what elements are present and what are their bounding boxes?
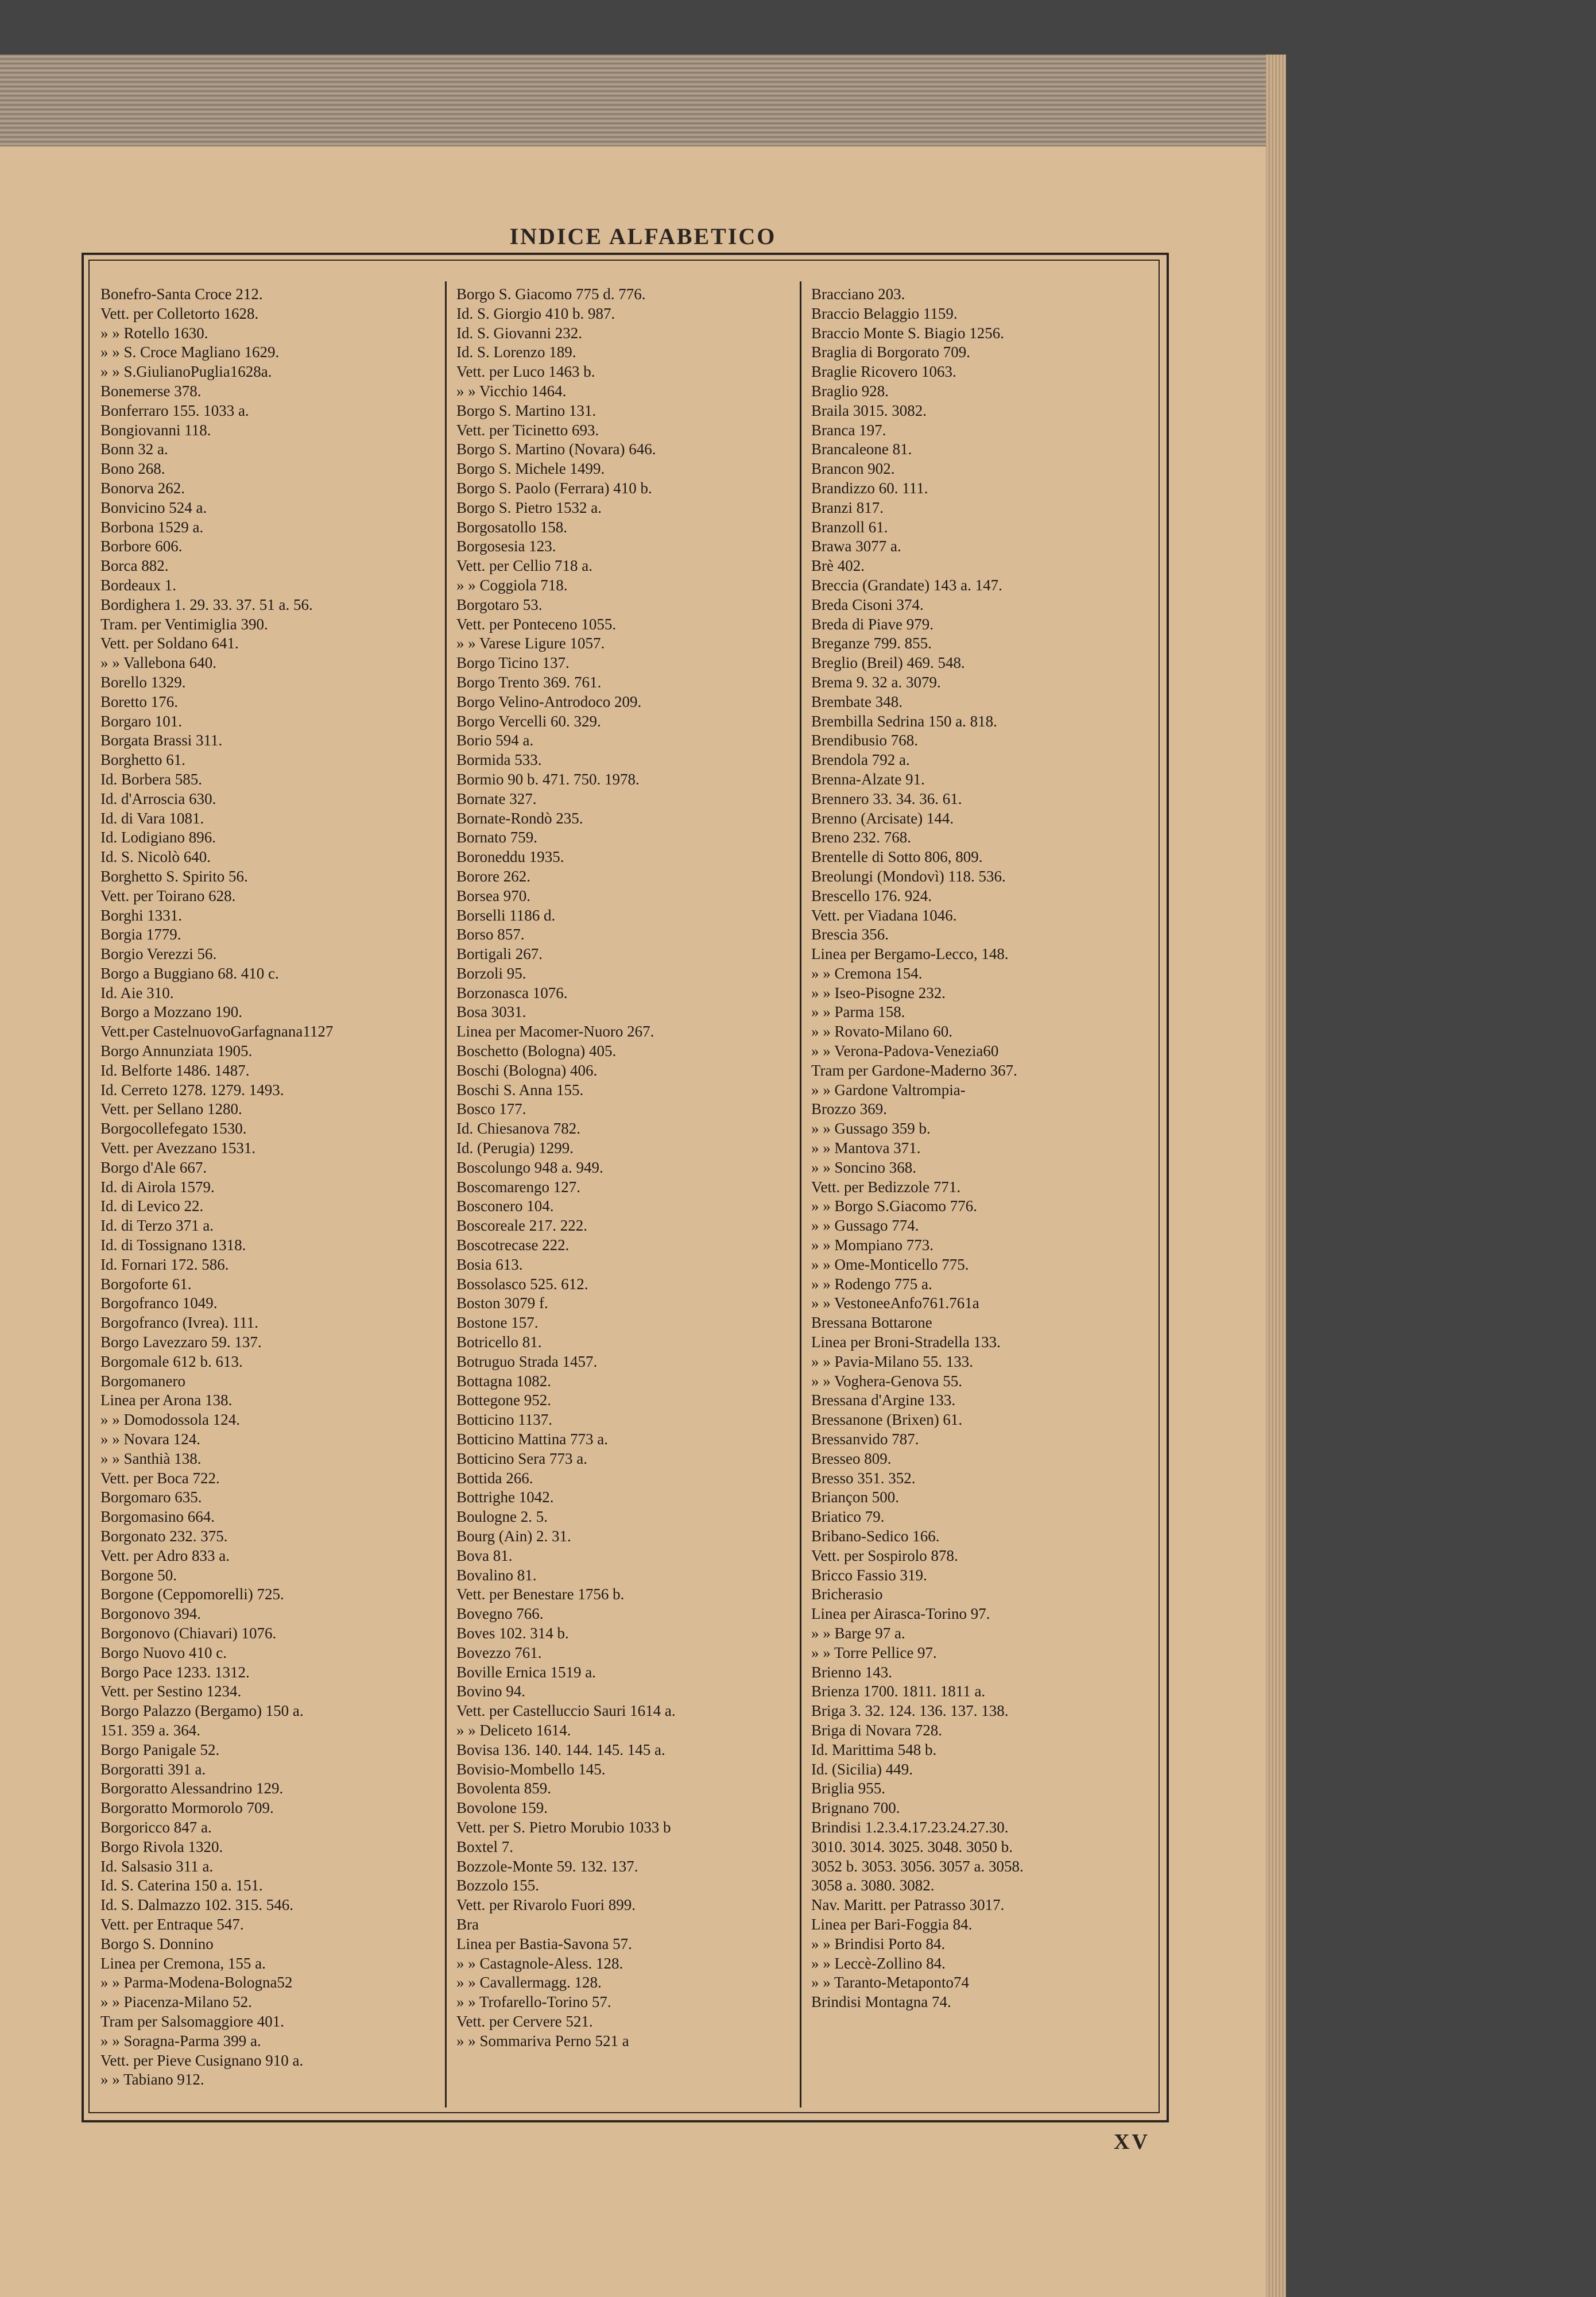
index-entry: Borgo Panigale 52. [100,1741,220,1758]
index-entry: » » VestoneeAnfo761.761a [811,1294,979,1312]
index-entry: Vett. per Pieve Cusignano 910 a. [100,2051,304,2069]
index-entry: Brancon 902. [811,460,895,478]
index-entry: Brembilla Sedrina 150 a. 818. [811,712,997,730]
index-entry: Vett. per Soldano 641. [100,635,239,652]
index-entry: Brenna-Alzate 91. [811,770,925,788]
index-entry: Bressana d'Argine 133. [811,1391,956,1409]
index-entry: 3058 a. 3080. 3082. [811,1877,935,1894]
index-entry: Borgomasino 664. [100,1508,215,1526]
column-separator [800,281,801,2107]
index-entry: Borgo Lavezzaro 59. 137. [100,1333,262,1351]
index-entry: Id. Salsasio 311 a. [100,1857,214,1875]
index-entry: Bovolone 159. [456,1799,548,1817]
index-entry: » » Gussago 359 b. [811,1120,931,1138]
index-entry: Borgonato 232. 375. [100,1528,228,1545]
index-entry: Bosa 3031. [456,1003,526,1021]
index-entry: Id. S. Nicolò 640. [100,848,211,866]
index-column-2 [456,285,801,2111]
index-entry: Breglio (Breil) 469. 548. [811,654,965,672]
index-entry: » » Ome-Monticello 775. [811,1255,969,1273]
index-entry: Brè 402. [811,557,865,575]
index-entry: Breda Cisoni 374. [811,595,924,613]
index-entry: Vett. per Cervere 521. [456,2012,593,2030]
index-entry: Borgotaro 53. [456,595,543,613]
index-entry: Bornate-Rondò 235. [456,809,583,827]
index-entry: Borgo S. Donnino [100,1935,214,1952]
index-entry: Breda di Piave 979. [811,615,933,633]
index-entry: Botticino Sera 773 a. [456,1449,587,1467]
index-entry: Id. Aie 310. [100,984,174,1001]
index-entry: » » Verona-Padova-Venezia60 [811,1042,999,1060]
index-entry: Boulogne 2. 5. [456,1508,548,1526]
index-entry: Braila 3015. 3082. [811,401,927,419]
index-entry: Bormio 90 b. 471. 750. 1978. [456,770,640,788]
index-entry: » » Torre Pellice 97. [811,1644,937,1661]
index-entry: Branzi 817. [811,498,884,516]
index-entry: Botticino 1137. [456,1411,552,1429]
index-entry: Bottegone 952. [456,1391,551,1409]
index-entry: Boscolungo 948 a. 949. [456,1158,603,1176]
index-entry: Boston 3079 f. [456,1294,548,1312]
index-entry: Id. Belforte 1486. 1487. [100,1061,250,1079]
index-entry: Borgo Vercelli 60. 329. [456,712,601,730]
index-entry: Bracciano 203. [811,285,905,303]
index-entry: Borgonovo (Chiavari) 1076. [100,1624,277,1642]
index-entry: Bottrighe 1042. [456,1488,554,1506]
index-entry: » » Castagnole-Aless. 128. [456,1954,623,1972]
index-entry: » » Soncino 368. [811,1158,917,1176]
index-entry: Borsea 970. [456,887,530,904]
index-entry: » » Brindisi Porto 84. [811,1935,946,1952]
index-entry: Borgoricco 847 a. [100,1818,212,1836]
index-entry: Bornato 759. [456,829,537,846]
index-entry: Bovisio-Mombello 145. [456,1760,606,1778]
index-entry: » » Soragna-Parma 399 a. [100,2032,261,2049]
index-entry: Brendibusio 768. [811,732,918,749]
index-entry: Braglia di Borgorato 709. [811,343,970,361]
index-entry: Borgo d'Ale 667. [100,1158,207,1176]
index-entry: Borbona 1529 a. [100,518,204,536]
index-entry: Id. di Airola 1579. [100,1178,215,1196]
index-entry: Boves 102. 314 b. [456,1624,569,1642]
index-entry: Nav. Maritt. per Patrasso 3017. [811,1896,1005,1914]
index-entry: » » Rodengo 775 a. [811,1275,932,1293]
index-entry: » » Parma-Modena-Bologna52 [100,1974,293,1991]
index-entry: Id. di Terzo 371 a. [100,1217,214,1235]
index-entry: Borgomale 612 b. 613. [100,1352,243,1370]
index-entry: Brescia 356. [811,926,889,943]
index-entry: Id. S. Giorgio 410 b. 987. [456,304,615,322]
index-entry: Vett. per Benestare 1756 b. [456,1586,625,1603]
index-entry: Id. (Sicilia) 449. [811,1760,913,1778]
index-entry: Brenno (Arcisate) 144. [811,809,954,827]
index-entry: Borgia 1779. [100,926,181,943]
index-entry: Vett. per Luco 1463 b. [456,363,595,381]
index-entry: Brendola 792 a. [811,751,910,769]
index-entry: Borgofranco 1049. [100,1294,218,1312]
index-entry: Bonferraro 155. 1033 a. [100,401,249,419]
index-entry: Borgosatollo 158. [456,518,568,536]
index-entry: Borgosesia 123. [456,537,556,555]
index-entry: Briançon 500. [811,1488,899,1506]
index-entry: Borgo a Buggiano 68. 410 c. [100,964,279,982]
index-entry: Bonemerse 378. [100,382,202,400]
index-entry: Breolungi (Mondovì) 118. 536. [811,867,1006,885]
index-entry: Bresso 351. 352. [811,1469,916,1487]
index-entry: Bossolasco 525. 612. [456,1275,588,1293]
index-entry: Borgoratto Mormorolo 709. [100,1799,274,1817]
index-entry: Vett. per Boca 722. [100,1469,220,1487]
index-entry: Boscotrecase 222. [456,1236,570,1254]
index-entry: Boville Ernica 1519 a. [456,1663,596,1681]
index-entry: Borgo Rivola 1320. [100,1838,223,1855]
page-top-edge [0,55,1286,146]
index-entry: Bova 81. [456,1546,513,1564]
index-entry: Linea per Bari-Foggia 84. [811,1915,973,1933]
page-header: INDICE ALFABETICO [509,223,777,249]
index-entry: » » Novara 124. [100,1430,200,1448]
index-entry: Bribano-Sedico 166. [811,1528,940,1545]
index-entry: Borgo S. Michele 1499. [456,460,605,478]
index-entry: Borgo Ticino 137. [456,654,570,672]
index-entry: Id. di Tossignano 1318. [100,1236,246,1254]
index-entry: » » Vicchio 1464. [456,382,567,400]
index-entry: Borgo Velino-Antrodoco 209. [456,693,642,710]
index-entry: Borgo Trento 369. 761. [456,673,602,691]
index-entry: Borgaro 101. [100,712,182,730]
index-entry: » » Domodossola 124. [100,1411,240,1429]
index-entry: » » Voghera-Genova 55. [811,1372,962,1390]
index-entry: Branca 197. [811,421,886,439]
index-entry: Bonn 32 a. [100,440,168,458]
index-entry: Boscomarengo 127. [456,1178,580,1196]
index-entry: Borgo S. Giacomo 775 d. 776. [456,285,646,303]
index-entry: Id. S. Lorenzo 189. [456,343,576,361]
index-entry: Vett. per Ponteceno 1055. [456,615,617,633]
index-entry: Brawa 3077 a. [811,537,901,555]
index-entry: Brema 9. 32 a. 3079. [811,673,941,691]
index-entry: Borgomaro 635. [100,1488,202,1506]
index-entry: Briglia 955. [811,1780,885,1797]
index-entry: » » Gussago 774. [811,1217,919,1235]
index-entry: Bottida 266. [456,1469,533,1487]
index-column-1 [100,285,445,2111]
index-entry: Bricco Fassio 319. [811,1566,927,1584]
index-entry: Borgoratto Alessandrino 129. [100,1780,284,1797]
index-entry: Borselli 1186 d. [456,906,556,924]
index-entry: » » Tabiano 912. [100,2071,204,2089]
index-entry: Borgoforte 61. [100,1275,192,1293]
index-entry: 3052 b. 3053. 3056. 3057 a. 3058. [811,1857,1024,1875]
index-entry: Brennero 33. 34. 36. 61. [811,790,962,807]
index-entry: Borgo Annunziata 1905. [100,1042,253,1060]
index-entry: Id. S. Caterina 150 a. 151. [100,1877,263,1894]
index-entry: Bostone 157. [456,1314,539,1332]
index-entry: Linea per Airasca-Torino 97. [811,1605,990,1623]
index-entry: Bovino 94. [456,1683,526,1700]
index-entry: Tram per Gardone-Maderno 367. [811,1061,1017,1079]
index-entry: » » Borgo S.Giacomo 776. [811,1197,977,1215]
index-entry: Boscoreale 217. 222. [456,1217,587,1235]
index-entry: Botruguo Strada 1457. [456,1352,598,1370]
index-entry: » » Vallebona 640. [100,654,216,672]
index-entry: Bovisa 136. 140. 144. 145. 145 a. [456,1741,665,1758]
index-entry: » » Parma 158. [811,1003,905,1021]
index-entry: » » Gardone Valtrompia- [811,1081,966,1099]
index-entry: Braccio Monte S. Biagio 1256. [811,324,1004,342]
index-entry: Borgoratti 391 a. [100,1760,206,1778]
index-entry: Borgo S. Paolo (Ferrara) 410 b. [456,479,652,497]
index-entry: Id. Chiesanova 782. [456,1120,580,1138]
index-entry: Branzoll 61. [811,518,888,536]
index-entry: Linea per Broni-Stradella 133. [811,1333,1001,1351]
index-entry: Bovalino 81. [456,1566,537,1584]
index-entry: Borgone 50. [100,1566,177,1584]
index-entry: » » Piacenza-Milano 52. [100,1993,252,2011]
index-entry: Braglio 928. [811,382,889,400]
index-entry: Borgofranco (Ivrea). 111. [100,1314,258,1332]
index-entry: Bosia 613. [456,1255,523,1273]
index-entry: Brignano 700. [811,1799,900,1817]
index-entry: Brozzo 369. [811,1100,887,1118]
index-entry: Linea per Bergamo-Lecco, 148. [811,945,1009,963]
index-entry: Bressanone (Brixen) 61. [811,1411,963,1429]
index-entry: Bortigali 267. [456,945,543,963]
index-entry: Borgo S. Pietro 1532 a. [456,498,602,516]
index-entry: Brindisi 1.2.3.4.17.23.24.27.30. [811,1818,1009,1836]
index-entry: » » Coggiola 718. [456,576,568,594]
index-entry: Vett. per S. Pietro Morubio 1033 b [456,1818,671,1836]
index-entry: Borgonovo 394. [100,1605,202,1623]
index-entry: » » Varese Ligure 1057. [456,635,605,652]
index-entry: Borgo a Mozzano 190. [100,1003,242,1021]
index-entry: Brindisi Montagna 74. [811,1993,951,2011]
index-entry: Borgata Brassi 311. [100,732,223,749]
index-entry: Botticino Mattina 773 a. [456,1430,608,1448]
index-entry: Id. di Vara 1081. [100,809,204,827]
index-entry: Briga 3. 32. 124. 136. 137. 138. [811,1702,1009,1720]
index-entry: Brembate 348. [811,693,902,710]
index-entry: Borgomanero [100,1372,185,1390]
index-entry: Boxtel 7. [456,1838,513,1855]
index-entry: Bonefro-Santa Croce 212. [100,285,263,303]
index-entry: Boschi S. Anna 155. [456,1081,584,1099]
index-entry: » » Pavia-Milano 55. 133. [811,1352,973,1370]
index-entry: Vett.per CastelnuovoGarfagnana1127 [100,1023,334,1041]
index-entry: » » Leccè-Zollino 84. [811,1954,946,1972]
index-entry: Bozzole-Monte 59. 132. 137. [456,1857,638,1875]
index-entry: Borghetto 61. [100,751,185,769]
index-entry: Borghi 1331. [100,906,183,924]
index-entry: Borso 857. [456,926,525,943]
index-entry: Bormida 533. [456,751,542,769]
index-entry: Briga di Novara 728. [811,1721,942,1739]
index-entry: Braccio Belaggio 1159. [811,304,958,322]
index-entry: Vett. per Toirano 628. [100,887,236,904]
index-entry: Borzonasca 1076. [456,984,568,1001]
index-entry: Brienno 143. [811,1663,892,1681]
index-entry: Breccia (Grandate) 143 a. 147. [811,576,1002,594]
index-entry: Linea per Arona 138. [100,1391,233,1409]
index-entry: Botricello 81. [456,1333,542,1351]
index-entry: Boretto 176. [100,693,178,710]
index-entry: Bressanvido 787. [811,1430,919,1448]
index-entry: Bourg (Ain) 2. 31. [456,1528,571,1545]
index-entry: Id. d'Arroscia 630. [100,790,216,807]
index-entry: Vett. per Cellio 718 a. [456,557,592,575]
index-entry: Boschi (Bologna) 406. [456,1061,598,1079]
index-entry: » » S. Croce Magliano 1629. [100,343,280,361]
index-entry: Vett. per Rivarolo Fuori 899. [456,1896,636,1914]
index-entry: Borgo S. Martino 131. [456,401,596,419]
index-entry: » » Cavallermagg. 128. [456,1974,602,1991]
index-entry: » » Mompiano 773. [811,1236,933,1254]
index-entry: Brienza 1700. 1811. 1811 a. [811,1683,986,1700]
index-entry: Vett. per Sestino 1234. [100,1683,242,1700]
index-entry: Breno 232. 768. [811,829,911,846]
index-entry: Linea per Macomer-Nuoro 267. [456,1023,654,1041]
index-entry: Bricherasio [811,1586,883,1603]
index-entry: Vett. per Castelluccio Sauri 1614 a. [456,1702,676,1720]
index-entry: Borgone (Ceppomorelli) 725. [100,1586,284,1603]
index-entry: Id. S. Giovanni 232. [456,324,582,342]
index-entry: Borbore 606. [100,537,183,555]
index-entry: Brentelle di Sotto 806, 809. [811,848,983,866]
index-entry: Bressana Bottarone [811,1314,932,1332]
index-entry: Vett. per Sospirolo 878. [811,1546,958,1564]
index-entry: Brescello 176. 924. [811,887,932,904]
index-entry: Bosco 177. [456,1100,526,1118]
index-entry: Tram per Salsomaggiore 401. [100,2012,284,2030]
index-entry: Bovolenta 859. [456,1780,551,1797]
index-entry: Borgio Verezzi 56. [100,945,217,963]
index-entry: Id. S. Dalmazzo 102. 315. 546. [100,1896,293,1914]
index-entry: » » S.GiulianoPuglia1628a. [100,363,272,381]
index-entry: Boroneddu 1935. [456,848,564,866]
index-entry: Boschetto (Bologna) 405. [456,1042,617,1060]
index-entry: » » Deliceto 1614. [456,1721,571,1739]
index-entry: Borgo S. Martino (Novara) 646. [456,440,656,458]
index-entry: » » Iseo-Pisogne 232. [811,984,946,1001]
index-entry: Bordeaux 1. [100,576,176,594]
index-entry: Bresseo 809. [811,1449,892,1467]
index-entry: Borio 594 a. [456,732,534,749]
index-entry: 3010. 3014. 3025. 3048. 3050 b. [811,1838,1013,1855]
index-entry: Borzoli 95. [456,964,526,982]
index-entry: Bovezzo 761. [456,1644,542,1661]
page-right-edge [1266,55,1286,2297]
index-entry: Borghetto S. Spirito 56. [100,867,248,885]
index-entry: Borca 882. [100,557,169,575]
index-entry: » » Trofarello-Torino 57. [456,1993,611,2011]
index-entry: Bottagna 1082. [456,1372,551,1390]
index-entry: Bozzolo 155. [456,1877,539,1894]
index-entry: Bovegno 766. [456,1605,544,1623]
index-entry: Bonvicino 524 a. [100,498,207,516]
index-entry: Id. Cerreto 1278. 1279. 1493. [100,1081,284,1099]
index-entry: Breganze 799. 855. [811,635,932,652]
index-entry: Id. Lodigiano 896. [100,829,216,846]
index-entry: Briatico 79. [811,1508,885,1526]
index-entry: Vett. per Sellano 1280. [100,1100,242,1118]
index-entry: Vett. per Entraque 547. [100,1915,244,1933]
index-entry: Borgocollefegato 1530. [100,1120,247,1138]
page-number: XV [1114,2130,1150,2154]
index-entry: » » Rovato-Milano 60. [811,1023,952,1041]
index-entry: Borgo Nuovo 410 c. [100,1644,227,1661]
index-entry: » » Cremona 154. [811,964,923,982]
index-entry: » » Santhià 138. [100,1449,202,1467]
index-entry: Vett. per Adro 833 a. [100,1546,230,1564]
index-entry: Bonorva 262. [100,479,185,497]
index-entry: Id. Marittima 548 b. [811,1741,937,1758]
index-entry: Id. Fornari 172. 586. [100,1255,229,1273]
index-entry: » » Mantova 371. [811,1139,921,1157]
index-entry: Id. Borbera 585. [100,770,202,788]
index-entry: Tram. per Ventimiglia 390. [100,615,268,633]
column-separator [445,281,447,2107]
index-entry: Vett. per Bedizzole 771. [811,1178,961,1196]
index-entry: 151. 359 a. 364. [100,1721,200,1739]
index-entry: Vett. per Avezzano 1531. [100,1139,256,1157]
index-entry: Brancaleone 81. [811,440,912,458]
index-entry: » » Taranto-Metaponto74 [811,1974,970,1991]
index-entry: » » Barge 97 a. [811,1624,905,1642]
index-entry: Bono 268. [100,460,165,478]
index-entry: Bordighera 1. 29. 33. 37. 51 a. 56. [100,595,313,613]
index-entry: Vett. per Colletorto 1628. [100,304,259,322]
index-entry: Linea per Cremona, 155 a. [100,1954,266,1972]
index-entry: Vett. per Viadana 1046. [811,906,957,924]
index-entry: Bra [456,1915,479,1933]
index-entry: » » Sommariva Perno 521 a [456,2032,629,2049]
index-entry: Borgo Palazzo (Bergamo) 150 a. [100,1702,304,1720]
index-entry: Id. (Perugia) 1299. [456,1139,574,1157]
index-entry: Bornate 327. [456,790,537,807]
index-column-3 [811,285,1156,2111]
index-entry: Bongiovanni 118. [100,421,211,439]
index-entry: Vett. per Ticinetto 693. [456,421,599,439]
index-entry: Id. di Levico 22. [100,1197,204,1215]
index-entry: Borello 1329. [100,673,186,691]
index-entry: » » Rotello 1630. [100,324,208,342]
index-entry: Braglie Ricovero 1063. [811,363,956,381]
index-entry: Borore 262. [456,867,530,885]
index-entry: Linea per Bastia-Savona 57. [456,1935,632,1952]
index-entry: Borgo Pace 1233. 1312. [100,1663,250,1681]
index-entry: Bosconero 104. [456,1197,554,1215]
index-entry: Brandizzo 60. 111. [811,479,928,497]
